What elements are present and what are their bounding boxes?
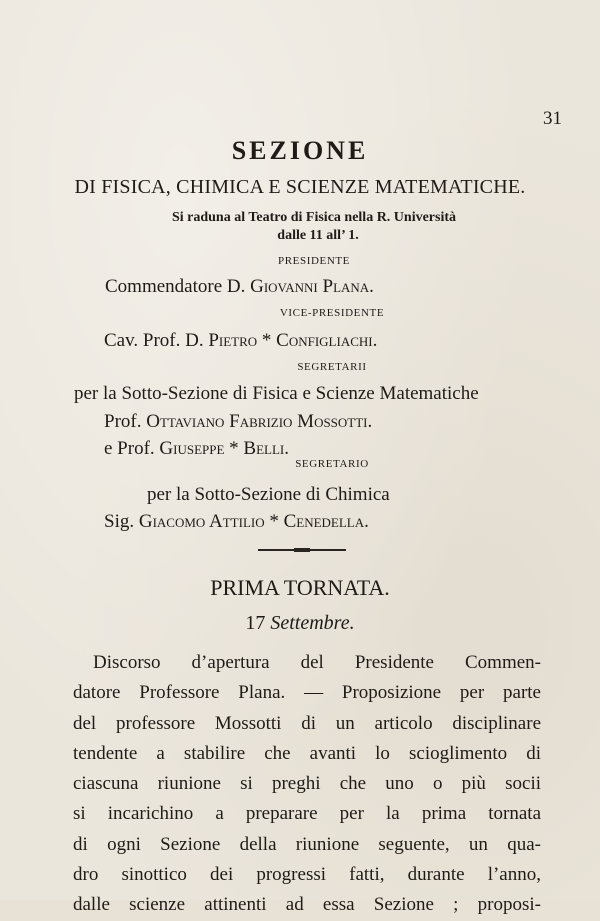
page-number: 31 <box>543 108 562 129</box>
body-line: dro sinottico dei progressi fatti, durante l’anno, <box>73 864 541 886</box>
meeting-hours: dalle 11 all’ 1. <box>277 228 359 243</box>
section-title: SEZIONE <box>231 136 369 165</box>
body-line: dalle scienze attinenti ad essa Sezione ; proposi- <box>73 894 541 916</box>
secretary-label: SEGRETARIO <box>295 458 369 470</box>
secretaries-subsection: per la Sotto-Sezione di Fisica e Scienze Matematiche <box>74 383 479 404</box>
secretary-first-line <box>104 411 372 433</box>
body-line: si incarichino a preparare per la prima tornata <box>73 803 541 825</box>
meeting-place: Si raduna al Teatro di Fisica nella R. Università <box>171 210 457 225</box>
body-line: datore Professore Plana. — Proposizione per parte <box>73 682 541 704</box>
secretary-subsection: per la Sotto-Sezione di Chimica <box>147 484 390 505</box>
body-line: ciascuna riunione si preghi che uno o più socii <box>73 773 541 795</box>
secretary-first-title: Prof. <box>104 411 142 432</box>
secretaries-label: SEGRETARII <box>297 361 367 373</box>
body-line: del professore Mossotti di un articolo disciplinare <box>73 712 541 734</box>
secretary-line <box>104 511 369 533</box>
vice-president-title: Cav. Prof. D. <box>104 330 204 351</box>
secretary-title: Sig. <box>104 511 135 532</box>
body-line: tendente a stabilire che avanti lo scioglimento di <box>73 742 541 764</box>
vice-president-label: VICE-PRESIDENTE <box>279 307 385 319</box>
secretary-first-name: Ottaviano Fabrizio Mossotti. <box>146 411 373 432</box>
vice-president-line <box>104 330 377 352</box>
president-label: PRESIDENTE <box>278 255 350 267</box>
secretary-second-name: Giuseppe * Belli. <box>159 438 289 459</box>
section-subtitle: DI FISICA, CHIMICA E SCIENZE MATEMATICHE. <box>74 176 526 198</box>
secretary-second-title: e Prof. <box>104 438 155 459</box>
session-date <box>0 612 600 635</box>
president-line <box>105 276 374 298</box>
body-text <box>73 648 541 921</box>
session-date-day: 17 <box>245 612 266 634</box>
secretary-name: Giacomo Attilio * Cenedella. <box>138 511 369 532</box>
president-title: Commendatore D. <box>105 276 246 297</box>
session-date-month: Settembre. <box>270 612 355 634</box>
vice-president-name: Pietro * Configliachi. <box>208 330 378 351</box>
body-line: di ogni Sezione della riunione seguente, un qua- <box>73 833 541 855</box>
president-name: Giovanni Plana. <box>250 276 374 297</box>
body-line: Discorso d’apertura del Presidente Commen- <box>93 652 541 673</box>
ornamental-rule <box>258 549 346 551</box>
secretary-second-line <box>104 438 289 460</box>
session-title: PRIMA TORNATA. <box>210 575 390 600</box>
